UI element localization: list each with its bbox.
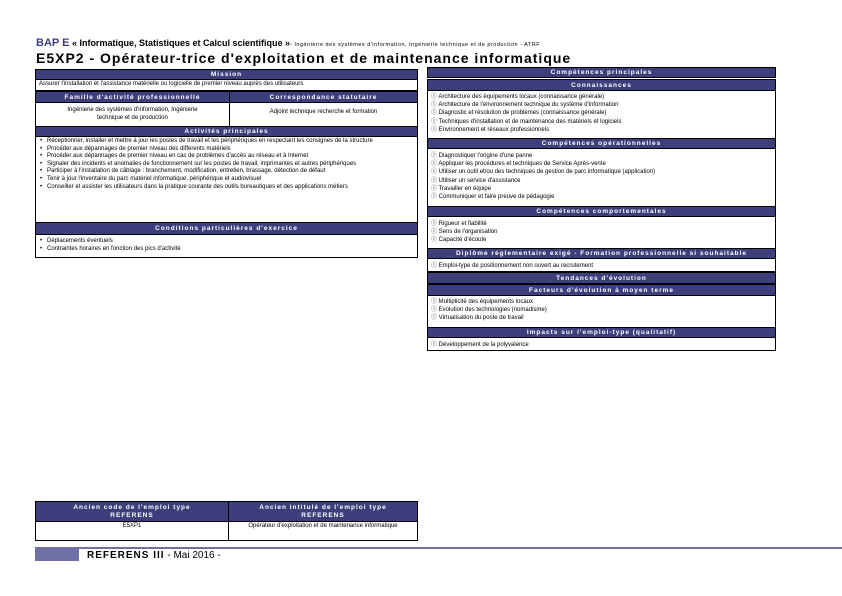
facteurs-header: Facteurs d'évolution à moyen terme	[427, 284, 776, 296]
ancien-code-header: Ancien code de l'emploi type REFERENS	[35, 501, 229, 522]
footer-block	[35, 547, 79, 561]
list-item: Ⓘ Rigueur et fiabilité	[431, 220, 772, 228]
corresp-header: Correspondance statutaire	[229, 91, 418, 103]
list-item: Ⓘ Sens de l'organisation	[431, 228, 772, 236]
list-item: • Déplacements éventuels	[39, 238, 414, 246]
list-item: • Participer à l'installation de câblage : branchement, modification, entretien, brassage, détection de défaut	[39, 168, 414, 176]
bap-code: BAP E	[36, 37, 70, 49]
list-item: Ⓘ Diagnostiquer l'origine d'une panne	[431, 152, 772, 160]
list-item: • Tenir à jour l'inventaire du parc matériel informatique, périphérique et audiovisuel	[39, 176, 414, 184]
corresp-value: Adjoint technique recherche et formation	[229, 102, 418, 127]
page-title: E5XP2 - Opérateur-trice d'exploitation et de maintenance informatique	[36, 50, 572, 66]
conditions-header: Conditions particulières d'exercice	[35, 222, 418, 235]
diplome-header: Diplôme réglementaire exigé - Formation professionnelle si souhaitable	[427, 248, 776, 259]
list-item: • Procéder aux dépannages de premier niveau des différents matériels	[39, 146, 414, 154]
diplome-text	[427, 258, 776, 272]
ancien-intitule-header: Ancien intitulé de l'emploi type REFERENS	[228, 501, 418, 522]
activites-list	[35, 136, 418, 223]
famille-header: Famille d'activité professionnelle	[35, 91, 230, 103]
impacts-header: Impacts sur l'emploi-type (qualitatif)	[427, 327, 776, 338]
list-item: Ⓘ Multiplicité des équipements locaux	[431, 298, 772, 306]
operationnelles-header: Compétences opérationnelles	[427, 138, 776, 149]
ancien-code-value: E5XP1	[35, 521, 229, 541]
list-item: • Procéder aux dépannages de premier niveau en cas de problèmes d'accès au réseau et à Internet	[39, 153, 414, 161]
list-item: Ⓘ Architecture des équipements locaux (connaissance générale)	[431, 93, 772, 101]
competences-principales-header: Compétences principales	[427, 67, 776, 78]
list-item: Ⓘ Virtualisation du poste de travail	[431, 314, 772, 322]
list-item: Ⓘ Capacité d'écoute	[431, 236, 772, 244]
bap-heading	[36, 37, 540, 49]
footer-rule	[79, 547, 842, 549]
mission-text: Assurer l'installation et l'assistance matérielle ou logicielle de premier niveau auprès des utilisateurs	[35, 79, 418, 91]
list-item: Ⓘ Travailler en équipe	[431, 185, 772, 193]
list-item: • Signaler des incidents et anomalies de fonctionnement sur les postes de travail, imprimantes et autres périphériques	[39, 161, 414, 169]
list-item: Ⓘ Utiliser un service d'assistance	[431, 177, 772, 185]
impacts-list	[427, 337, 776, 351]
comportementales-list	[427, 216, 776, 249]
operationnelles-list	[427, 148, 776, 207]
facteurs-list	[427, 295, 776, 328]
list-item: Ⓘ Utiliser un outil et/ou des techniques de gestion de parc informatique (application)	[431, 168, 772, 176]
bap-title: « Informatique, Statistiques et Calcul scientifique »	[71, 38, 290, 48]
list-item: Ⓘ Appliquer les procédures et techniques de Service Après-vente	[431, 160, 772, 168]
footer-brand: REFERENS III	[87, 550, 165, 561]
list-item: • Conseiller et assister les utilisateurs dans la pratique courante des outils bureautiques et des applications métiers	[39, 184, 414, 192]
list-item: Ⓘ Evolution des technologies (nomadisme)	[431, 306, 772, 314]
list-item: • Contraintes horaires en fonction des pics d'activité	[39, 246, 414, 254]
famille-value: Ingénierie des systèmes d'information, Ingénierie technique et de production	[35, 102, 230, 127]
tendances-header: Tendances d'évolution	[427, 272, 776, 284]
list-item: Ⓘ Diagnostic et résolution de problèmes (connaissance générale)	[431, 109, 772, 117]
footer-date: - Mai 2016 -	[167, 550, 221, 561]
mission-header: Mission	[35, 69, 418, 80]
list-item: Ⓘ Architecture de l'environnement technique du système d'information	[431, 101, 772, 109]
footer-text	[87, 550, 221, 561]
connaissances-header: Connaissances	[427, 79, 776, 91]
list-item: Ⓘ Communiquer et faire preuve de pédagogie	[431, 193, 772, 201]
list-item: Ⓘ Environnement et réseaux professionnels	[431, 126, 772, 134]
comportementales-header: Compétences comportementales	[427, 206, 776, 217]
list-item: • Réceptionner, installer et mettre à jour les postes de travail et les périphériques en respectant les consignes de la structure	[39, 138, 414, 146]
list-item: Ⓘ Développement de la polyvalence	[431, 341, 772, 349]
list-item: Ⓘ Techniques d'installation et de maintenance des matériels et logiciels	[431, 118, 772, 126]
list-item: Ⓘ Emploi-type de positionnement non ouvert au recrutement	[431, 262, 772, 270]
connaissances-list	[427, 90, 776, 139]
family-subtitle: - Ingénierie des systèmes d'information, Ingénierie technique et de production - ATRF	[290, 42, 541, 48]
ancien-intitule-value: Opérateur d'exploitation et de maintenance informatique	[228, 521, 418, 541]
activites-header: Activités principales	[35, 126, 418, 137]
conditions-list	[35, 234, 418, 258]
